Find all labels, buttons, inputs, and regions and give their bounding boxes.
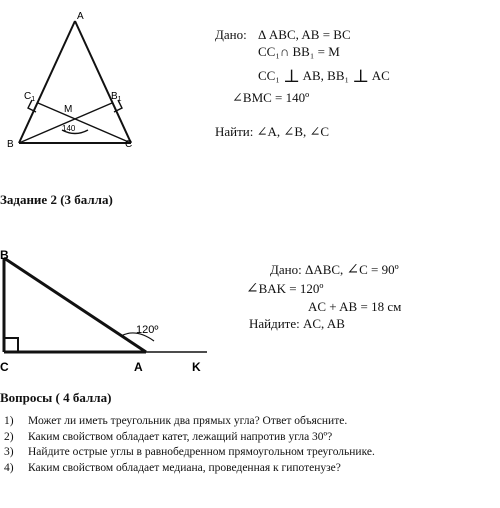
label-c2: C xyxy=(0,360,9,374)
questions-heading: Вопросы ( 4 балла) xyxy=(0,390,112,405)
list-item: 4) Каким свойством обладает медиана, проведенная к гипотенузе? xyxy=(4,461,341,474)
angle-icon: ∠ xyxy=(309,124,321,139)
label-c1: $C_1$ xyxy=(24,91,36,103)
perpendicular-icon: ⊥ xyxy=(283,66,301,86)
label-a: A xyxy=(77,11,84,22)
label-a2: A xyxy=(134,360,143,374)
given1-line2: CC₁∩ BB₁ = M xyxy=(258,44,340,59)
list-item: 1) Может ли иметь треугольник два прямых угла? Ответ объясните. xyxy=(4,415,348,427)
given2-line4: Найдите: AC, AB xyxy=(249,316,345,331)
label-angle-140: 140 xyxy=(62,124,76,133)
angle-icon: ∠ xyxy=(232,90,243,105)
label-m: M xyxy=(64,104,73,115)
task2-heading: Задание 2 (3 балла) xyxy=(0,192,113,207)
list-item: 3) Найдите острые углы в равнобедренном прямоугольном треугольнике. xyxy=(4,446,375,458)
label-b2: B xyxy=(0,248,9,262)
angle-icon: ∠ xyxy=(256,124,268,139)
given1-line4: ∠BMC = 140º xyxy=(232,90,310,105)
perpendicular-icon: ⊥ xyxy=(352,66,370,86)
label-b1: $B_1$ xyxy=(111,91,122,103)
given2-line3: AC + AB = 18 см xyxy=(308,299,402,314)
label-angle-120: 120º xyxy=(136,324,159,336)
label-k: K xyxy=(192,360,201,374)
right-angle-mark-c xyxy=(4,338,18,352)
given2-line2: ∠BAK = 120º xyxy=(246,281,324,297)
given1-line3: CC₁ ⊥ AB, BB₁ ⊥ AC xyxy=(258,66,390,86)
find-line-1: Найти: ∠A, ∠B, ∠C xyxy=(215,124,330,139)
angle-icon: ∠ xyxy=(283,124,295,139)
angle-icon: ∠ xyxy=(246,281,259,297)
given2-line1: Дано: ΔABC, ∠C = 90º xyxy=(270,262,399,278)
given-label-1: Дано: xyxy=(215,27,247,42)
angle-icon: ∠ xyxy=(346,262,360,278)
given1-line1: Δ ABC, AB = BC xyxy=(258,27,351,42)
questions-list xyxy=(4,414,375,476)
list-item: 2) Каким свойством обладает катет, лежащий напротив угла 30º? xyxy=(4,430,333,443)
label-c: C xyxy=(125,139,133,150)
label-b: B xyxy=(7,139,14,150)
side-ba-hypotenuse xyxy=(4,258,146,352)
